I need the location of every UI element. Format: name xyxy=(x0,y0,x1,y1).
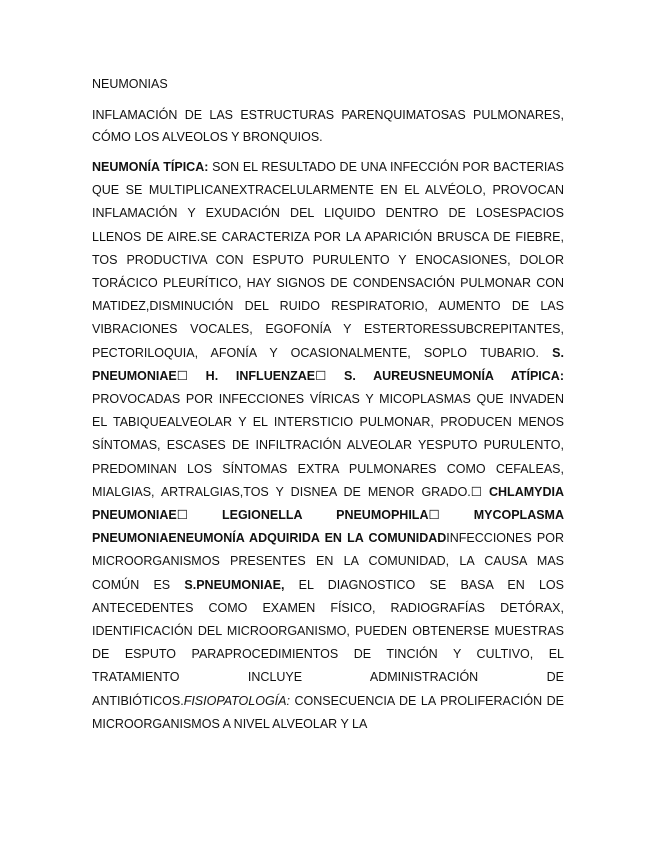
heading-neumonia-comunidad: MYCOPLASMA PNEUMONIAENEUMONÍA ADQUIRIDA EN LA COMUNIDAD xyxy=(92,508,564,546)
pathogen-s-pneumoniae: S. PNEUMONIAE xyxy=(92,345,564,383)
missing-glyph-box: ☐ xyxy=(176,508,188,523)
pathogen-legionella: LEGIONELLA PNEUMOPHILA xyxy=(187,508,429,523)
text-diagnostico: EL DIAGNOSTICO SE BASA EN LOS ANTECEDENTES COMO EXAMEN FÍSICO, RADIOGRAFÍAS DETÓRAX, IDENTIFICACIÓN DEL MICROORGANISMO, PUEDEN OBTENERSE MUESTRAS DE ESPUTO PARAPROCEDIMIENTOS DE TINCIÓN Y CULTIVO, EL TRATAMIENTO INCLUYE ADMINISTRACIÓN DE ANTIBIÓTICOS. xyxy=(92,577,564,708)
pathogen-s-pneumoniae-2: S.PNEUMONIAE, xyxy=(184,577,285,592)
missing-glyph-box: ☐ xyxy=(470,484,482,499)
heading-neumonia-tipica: NEUMONÍA TÍPICA: xyxy=(92,160,209,174)
document-page xyxy=(92,74,564,744)
text-neumonia-tipica: SON EL RESULTADO DE UNA INFECCIÓN POR BACTERIAS QUE SE MULTIPLICANEXTRACELULARMENTE EN EL ALVÉOLO, PROVOCAN INFLAMACIÓN Y EXUDACIÓN DEL LIQUIDO DENTRO DE LOSESPACIOS LLENOS DE AIRE.SE CARACTERIZA POR LA APARICIÓN BRUSCA DE FIEBRE, TOS PRODUCTIVA CON ESPUTO PURULENTO Y ENOCASIONES, DOLOR TORÁCICO PLEURÍTICO, HAY SIGNOS DE CONDENSACIÓN PULMONAR CON MATIDEZ,DISMINUCIÓN DEL RUIDO RESPIRATORIO, AUMENTO DE LAS VIBRACIONES VOCALES, EGOFONÍA Y ESTERTORESSUBCREPITANTES, PECTORILOQUIA, AFONÍA Y OCASIONALMENTE, SOPLO TUBARIO. xyxy=(92,160,565,360)
missing-glyph-box: ☐ xyxy=(176,368,188,383)
intro-paragraph: INFLAMACIÓN DE LAS ESTRUCTURAS PARENQUIMATOSAS PULMONARES, CÓMO LOS ALVEOLOS Y BRONQUIOS. xyxy=(92,108,564,144)
text-neumonia-comunidad: INFECCIONES POR MICROORGANISMOS PRESENTES EN LA COMUNIDAD, LA CAUSA MAS COMÚN ES xyxy=(92,531,564,592)
body-paragraph xyxy=(92,156,564,736)
text-fisiopatologia: CONSECUENCIA DE LA PROLIFERACIÓN DE MICROORGANISMOS A NIVEL ALVEOLAR Y LA xyxy=(92,693,564,731)
missing-glyph-box: ☐ xyxy=(315,368,327,383)
pathogen-chlamydia: CHLAMYDIA PNEUMONIAE xyxy=(92,484,564,523)
pathogen-h-influenzae: H. INFLUENZAE xyxy=(187,368,316,383)
heading-neumonia-atipica: S. AUREUSNEUMONÍA ATÍPICA: xyxy=(326,368,565,383)
document-title: NEUMONIAS xyxy=(92,77,168,91)
text-neumonia-atipica: PROVOCADAS POR INFECCIONES VÍRICAS Y MICOPLASMAS QUE INVADEN EL TABIQUEALVEOLAR Y EL INTERSTICIO PULMONAR, PRODUCEN MENOS SÍNTOMAS, ESCASES DE INFILTRACIÓN ALVEOLAR YESPUTO PURULENTO, PREDOMINAN LOS SÍNTOMAS EXTRA PULMONARES COMO CEFALEAS, MIALGIAS, ARTRALGIAS,TOS Y DISNEA DE MENOR GRADO. xyxy=(92,392,564,499)
heading-fisiopatologia: FISIOPATOLOGÍA: xyxy=(183,693,290,708)
missing-glyph-box: ☐ xyxy=(428,508,440,523)
